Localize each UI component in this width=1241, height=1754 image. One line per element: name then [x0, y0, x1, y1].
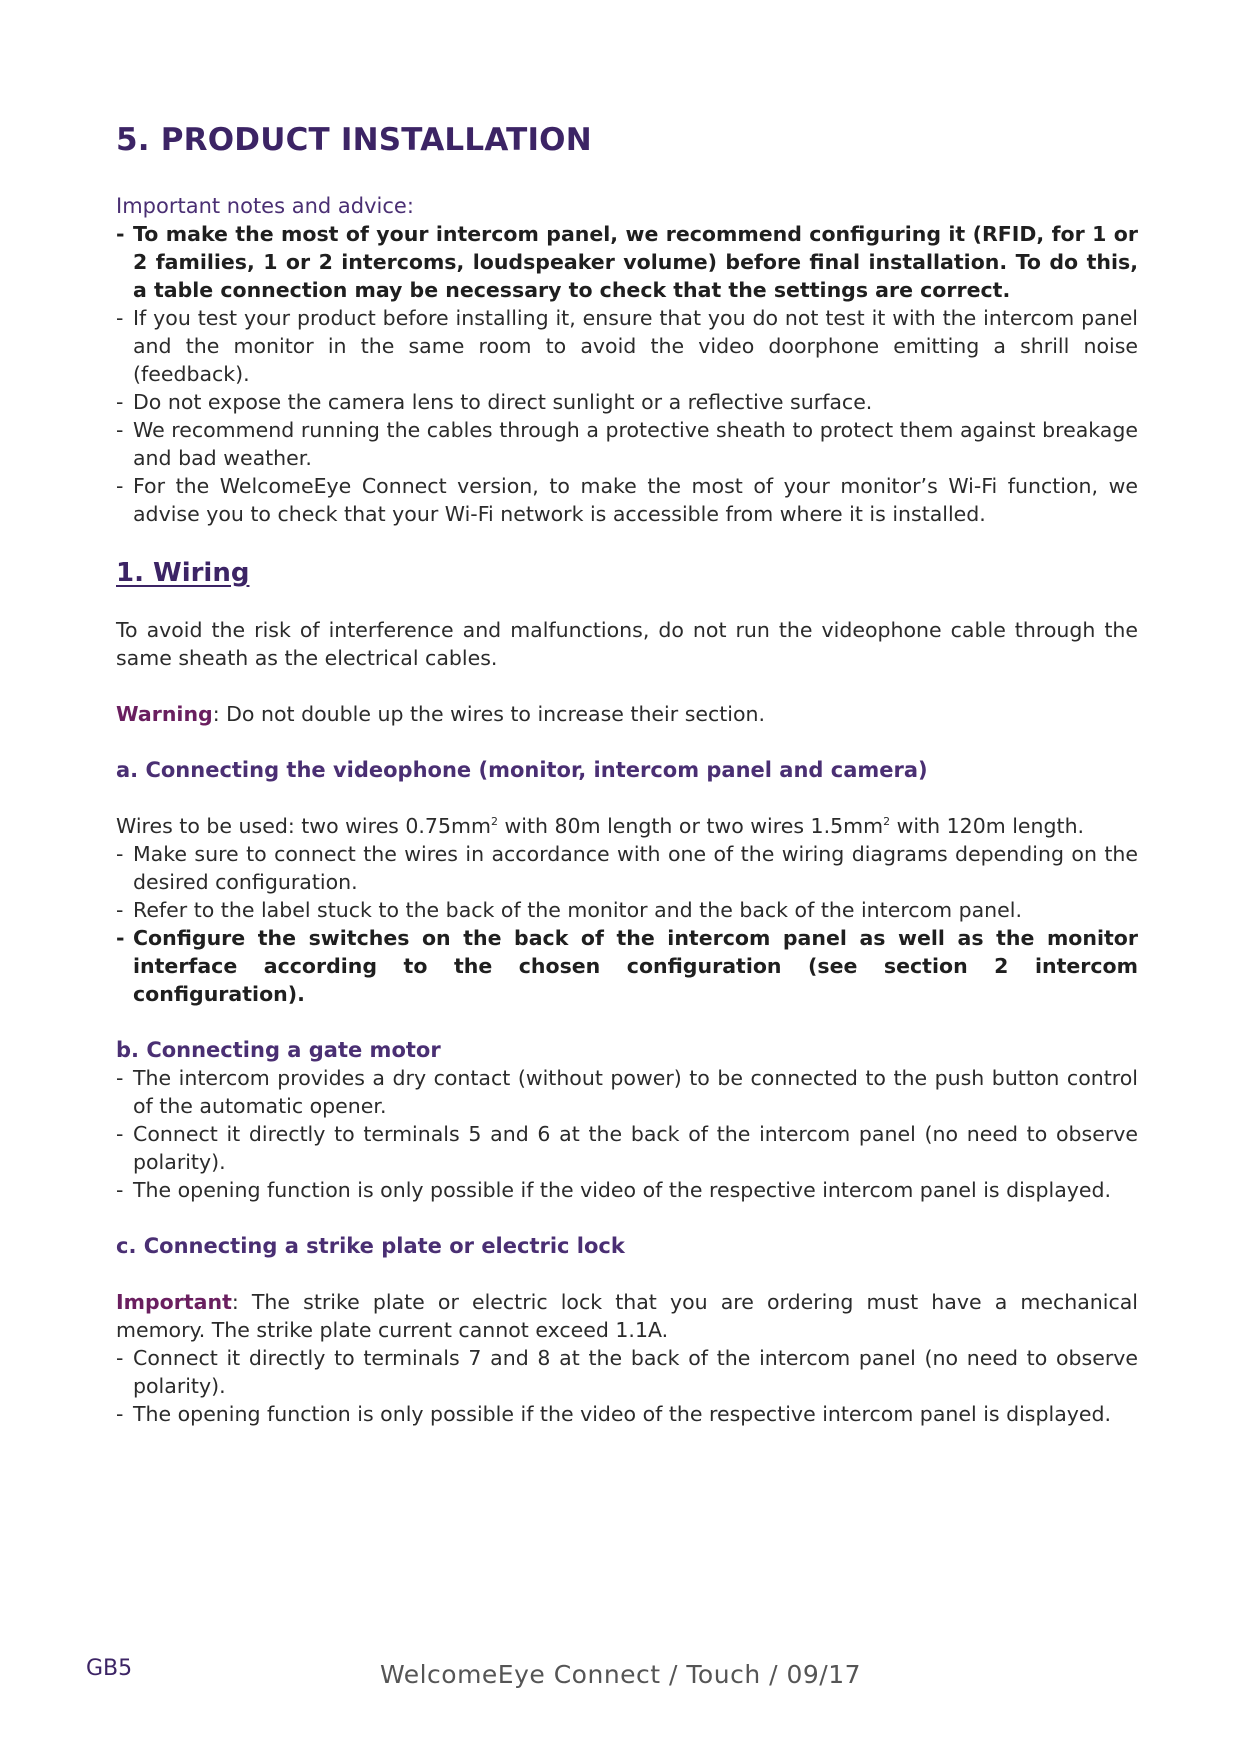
subsection-a-list	[116, 840, 1138, 1008]
note-item: - We recommend running the cables through a protective sheath to protect them against breakage and bad weather.	[116, 416, 1138, 472]
wires-spec-part: Wires to be used: two wires 0.75mm	[116, 814, 491, 838]
notes-title: Important notes and advice:	[116, 194, 414, 218]
list-item: - Refer to the label stuck to the back of the monitor and the back of the intercom panel.	[116, 896, 1138, 924]
list-item: - The intercom provides a dry contact (without power) to be connected to the push button control of the automatic opener.	[116, 1064, 1138, 1120]
list-item: - Connect it directly to terminals 7 and 8 at the back of the intercom panel (no need to observe polarity).	[116, 1344, 1138, 1400]
section-title: 5. PRODUCT INSTALLATION	[116, 122, 592, 158]
wiring-heading: 1. Wiring	[116, 558, 250, 588]
footer-document-title: WelcomeEye Connect / Touch / 09/17	[379, 1660, 862, 1689]
subsection-b-list	[116, 1064, 1138, 1204]
warning-label: Warning	[116, 702, 213, 726]
wires-spec	[116, 812, 1138, 840]
list-item: - The opening function is only possible if the video of the respective intercom panel is displayed.	[116, 1400, 1138, 1428]
strike-plate-important	[116, 1288, 1138, 1344]
subsection-c-list	[116, 1344, 1138, 1428]
warning-text: : Do not double up the wires to increase their section.	[212, 702, 766, 726]
notes-list	[116, 220, 1138, 528]
important-text: : The strike plate or electric lock that you are ordering must have a mechanical memory. The strike plate current cannot exceed 1.1A.	[116, 1290, 1138, 1342]
wiring-warning	[116, 700, 1138, 728]
list-item: - The opening function is only possible if the video of the respective intercom panel is displayed.	[116, 1176, 1138, 1204]
list-item: - Connect it directly to terminals 5 and 6 at the back of the intercom panel (no need to observe polarity).	[116, 1120, 1138, 1176]
list-item: - Make sure to connect the wires in accordance with one of the wiring diagrams depending on the desired configuration.	[116, 840, 1138, 896]
subsection-b-heading: b. Connecting a gate motor	[116, 1038, 441, 1062]
page-number: GB5	[86, 1656, 133, 1681]
note-item: - If you test your product before installing it, ensure that you do not test it with the intercom panel and the monitor in the same room to avoid the video doorphone emitting a shrill noise (feedback).	[116, 304, 1138, 388]
note-item: - To make the most of your intercom panel, we recommend configuring it (RFID, for 1 or 2 families, 1 or 2 intercoms, loudspeaker volume) before final installation. To do this, a table connection may be necessary to check that the settings are correct.	[116, 220, 1138, 304]
superscript: 2	[883, 815, 891, 829]
list-item: - Configure the switches on the back of the intercom panel as well as the monitor interface according to the chosen configuration (see section 2 intercom configuration).	[116, 924, 1138, 1008]
note-item: - For the WelcomeEye Connect version, to make the most of your monitor’s Wi-Fi function, we advise you to check that your Wi-Fi network is accessible from where it is installed.	[116, 472, 1138, 528]
subsection-a-heading: a. Connecting the videophone (monitor, intercom panel and camera)	[116, 758, 928, 782]
superscript: 2	[490, 815, 498, 829]
important-label: Important	[116, 1290, 232, 1314]
wiring-intro: To avoid the risk of interference and malfunctions, do not run the videophone cable through the same sheath as the electrical cables.	[116, 618, 1138, 670]
subsection-c-heading: c. Connecting a strike plate or electric lock	[116, 1234, 625, 1258]
page-content	[116, 122, 1138, 1428]
wires-spec-part: with 80m length or two wires 1.5mm	[497, 814, 884, 838]
wires-spec-part: with 120m length.	[890, 814, 1085, 838]
note-item: - Do not expose the camera lens to direct sunlight or a reflective surface.	[116, 388, 1138, 416]
